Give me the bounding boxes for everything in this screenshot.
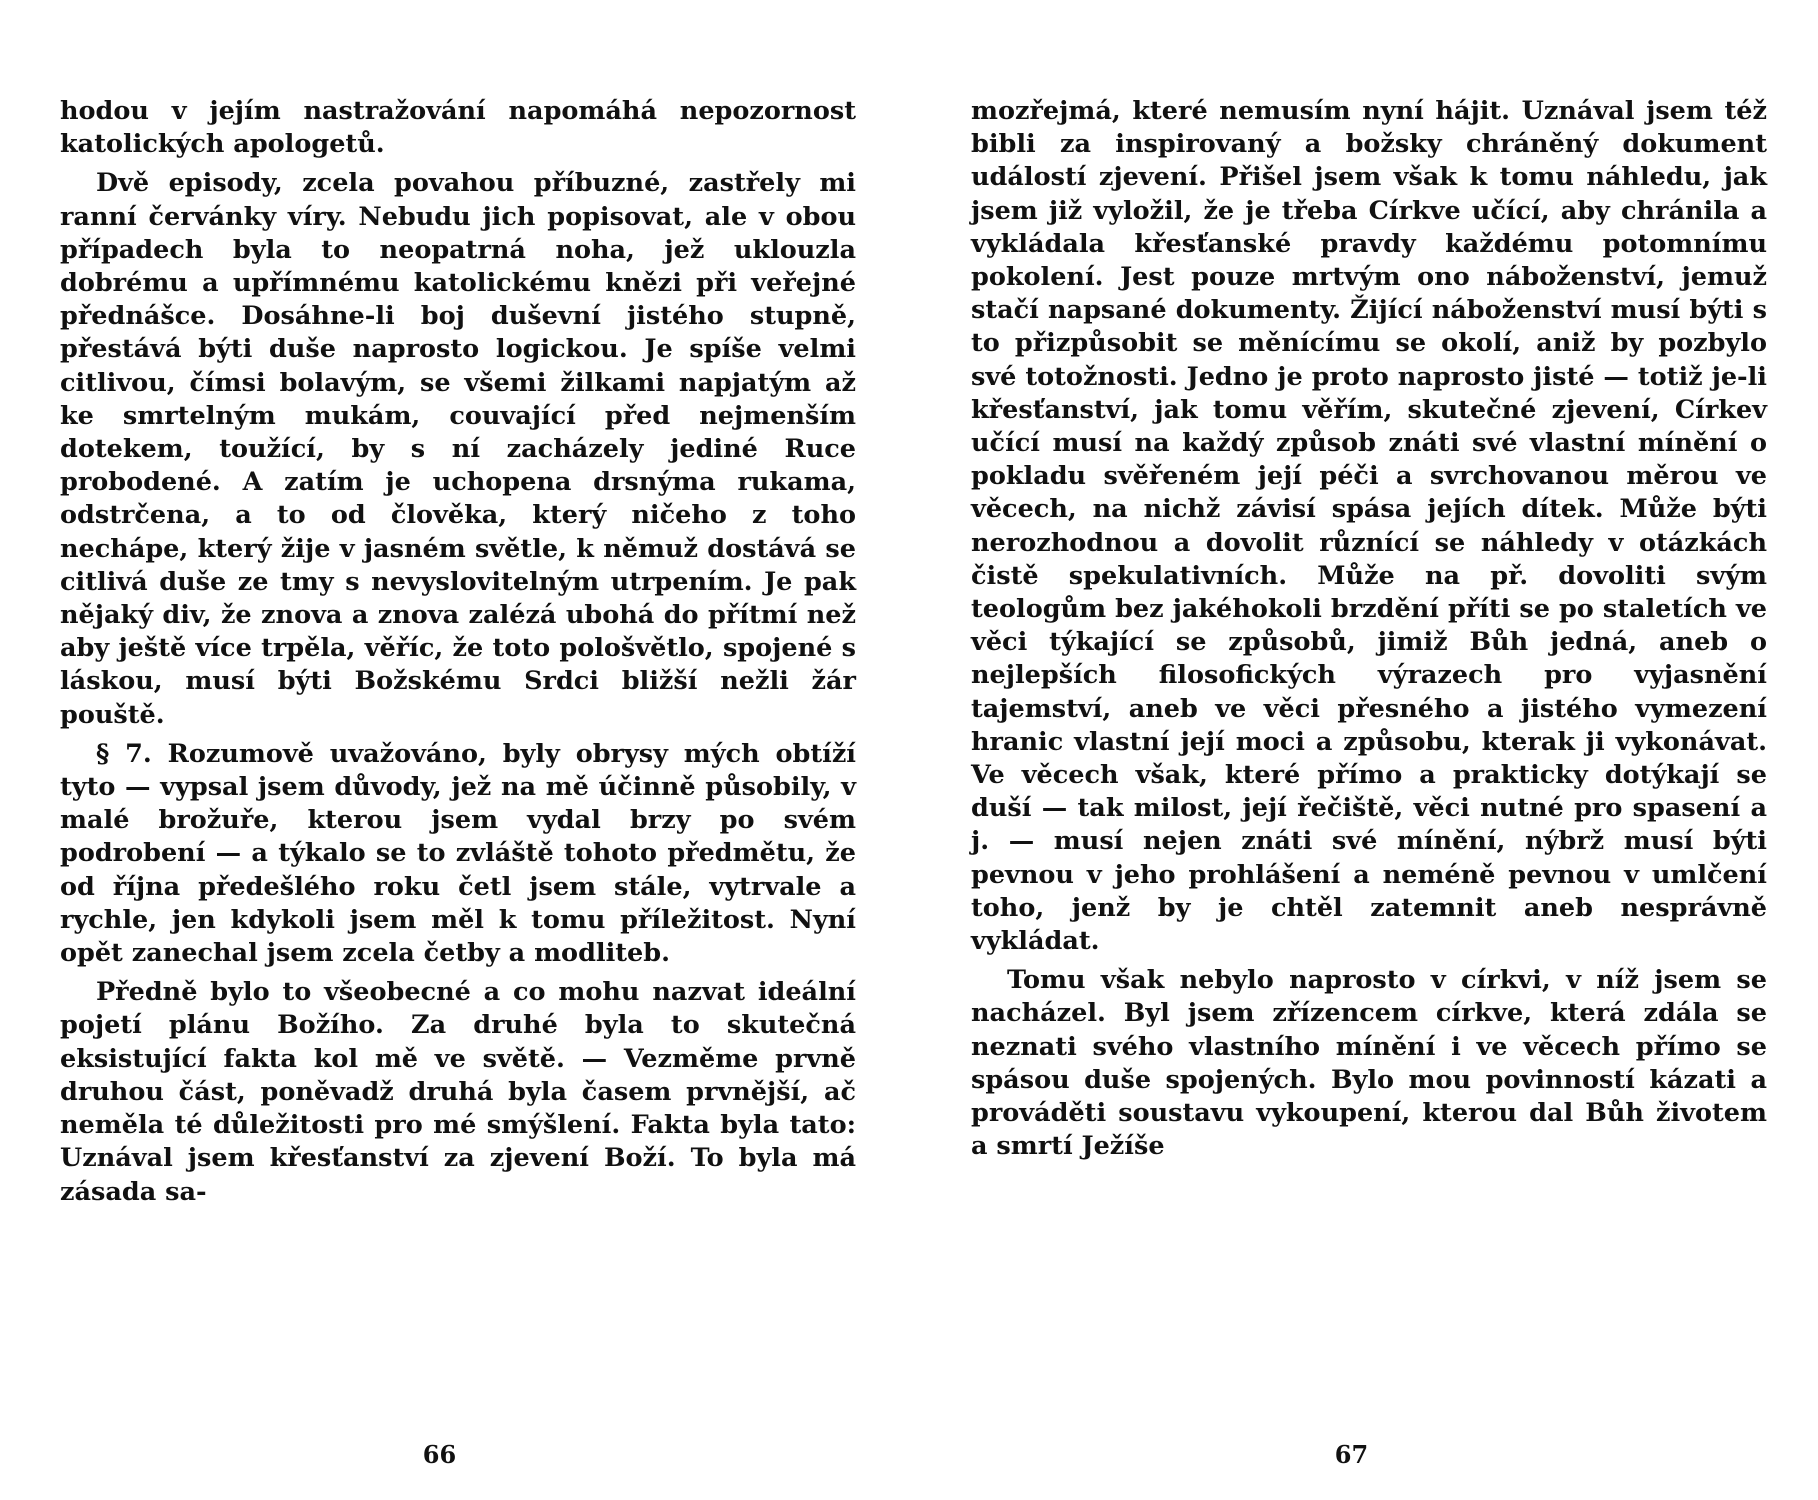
right-page-text — [971, 95, 1767, 1170]
left-page-text — [60, 95, 856, 1215]
paragraph: mozřejmá, které nemusím nyní hájit. Uznával jsem též bibli za inspirovaný a božsky chráněný dokument událostí zjevení. Přišel jsem však k tomu náhledu, jak jsem již vyložil, že je třeba Církve učící, aby chránila a vykládala křesťanské pravdy každému potomnímu pokolení. Jest pouze mrtvým ono náboženství, jemuž stačí napsané dokumenty. Žijící náboženství musí býti s to přizpůsobit se měnícímu se okolí, aniž by pozbylo své totožnosti. Jedno je proto naprosto jisté — totiž je-li křesťanství, jak tomu věřím, skutečné zjevení, Církev učící musí na každý způsob znáti své vlastní mínění o pokladu svěřeném její péči a svrchovanou měrou ve věcech, na nichž závisí spása jejích dítek. Může býti nerozhodnou a dovolit různící se náhledy v otázkách čistě spekulativních. Může na př. dovoliti svým teologům bez jakéhokoli brzdění příti se po staletích ve věci týkající se způsobů, jimiž Bůh jedná, aneb o nejlepších filosofických výrazech pro vyjasnění tajemství, aneb ve věci přesného a jistého vymezení hranic vlastní její moci a způsobu, kterak ji vykonávat. Ve věcech však, které přímo a prakticky dotýkají se duší — tak milost, její řečiště, věci nutné pro spasení a j. — musí nejen znáti své mínění, nýbrž musí býti pevnou v jeho prohlášení a neméně pevnou v umlčení toho, jenž by je chtěl zatemnit aneb nesprávně vykládat. — [971, 96, 1767, 957]
paragraph: Tomu však nebylo naprosto v církvi, v níž jsem se nacházel. Byl jsem zřízencem církve, která zdála se neznati svého vlastního mínění i ve věcech přímo se spásou duše spojených. Bylo mou povinností kázati a prováděti soustavu vykoupení, kterou dal Bůh životem a smrtí Ježíše — [971, 965, 1767, 1162]
paragraph: Dvě episody, zcela povahou příbuzné, zastřely mi ranní červánky víry. Nebudu jich popisovat, ale v obou případech byla to neopatrná noha, jež uklouzla dobrému a upřímnému katolickému knězi při veřejné přednášce. Dosáhne-li boj duševní jistého stupně, přestává býti duše naprosto logickou. Je spíše velmi citlivou, čímsi bolavým, se všemi žilkami napjatým až ke smrtelným mukám, couvající před nejmenším dotekem, toužící, by s ní zacházely jediné Ruce probodené. A zatím je uchopena drsnýma rukama, odstrčena, a to od člověka, který ničeho z toho nechápe, který žije v jasném světle, k němuž dostává se citlivá duše ze tmy s nevyslovitelným utrpením. Je pak nějaký div, že znova a znova zalézá ubohá do přítmí než aby ještě více trpěla, věříc, že toto pološvětlo, spojené s láskou, musí býti Božskému Srdci bližší nežli žár pouště. — [60, 168, 856, 730]
paragraph: hodou v jejím nastražování napomáhá nepozornost katolických apologetů. — [60, 96, 856, 160]
page-number: 67 — [1334, 1440, 1369, 1469]
paragraph: § 7. Rozumově uvažováno, byly obrysy mých obtíží tyto — vypsal jsem důvody, jež na mě účinně působily, v malé brožuře, kterou jsem vydal brzy po svém podrobení — a týkalo se to zvláště tohoto předmětu, že od října předešlého roku četl jsem stále, vytrvale a rychle, jen kdykoli jsem měl k tomu příležitost. Nyní opět zanechal jsem zcela četby a modliteb. — [60, 738, 856, 969]
right-page — [909, 0, 1818, 1500]
page-number: 66 — [422, 1440, 457, 1469]
paragraph: Předně bylo to všeobecné a co mohu nazvat ideální pojetí plánu Božího. Za druhé byla to skutečná eksistující fakta kol mě ve světě. — Vezměme prvně druhou část, poněvadž druhá byla časem prvnější, ač neměla té důležitosti pro mé smýšlení. Fakta byla tato: Uznával jsem křesťanství za zjevení Boží. To byla má zásada sa- — [60, 977, 856, 1207]
